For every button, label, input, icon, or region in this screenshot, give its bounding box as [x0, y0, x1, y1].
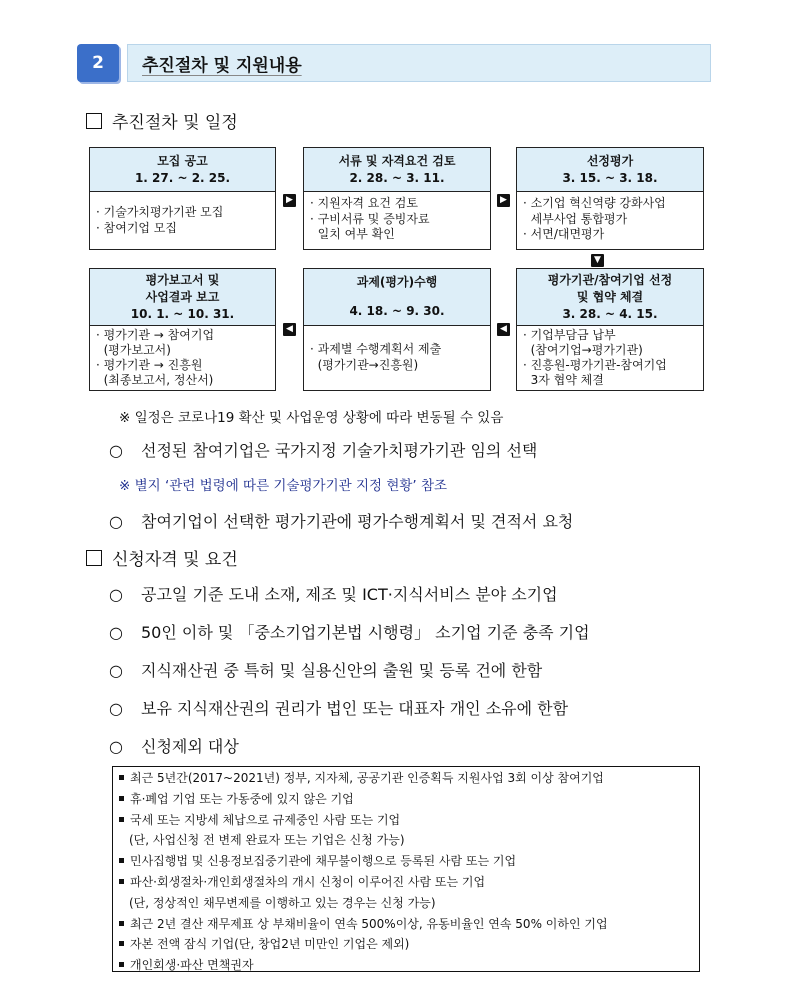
note-covid: ※ 일정은 코로나19 확산 및 사업운영 상황에 따라 변동될 수 있음 [119, 410, 504, 426]
eligibility-item: ○ 보유 지식재산권의 권리가 법인 또는 대표자 개인 소유에 한함 [109, 699, 569, 718]
square-bullet-icon [119, 962, 124, 967]
exclusion-item: 민사집행법 및 신용정보집중기관에 채무불이행으로 등록된 사람 또는 기업 [119, 851, 699, 872]
exclusion-item: 자본 전액 잠식 기업(단, 창업2년 미만인 기업은 제외) [119, 934, 699, 955]
eligibility-item: ○ 신청제외 대상 [109, 737, 239, 756]
flow-box-line: · 평가기관 → 참여기업 [96, 328, 215, 342]
flow-box-date: 1. 27. ~ 2. 25. [134, 170, 231, 185]
square-bullet-icon [119, 879, 124, 884]
square-bullet-icon [119, 817, 124, 822]
arrow-right-icon: ▶ [497, 194, 510, 207]
flow-box-line: · 진흥원-평가기관-참여기업 [523, 358, 667, 372]
exclusion-item: 개인회생·파산 면책권자 [119, 955, 699, 976]
section-number-badge: 2 [77, 44, 119, 82]
note-select: 선정된 참여기업은 국가지정 기술가치평가기관 임의 선택 [141, 441, 538, 460]
flow-box-line: · 평가기관 → 진흥원 [96, 358, 203, 372]
flow-box-date: 3. 15. ~ 3. 18. [562, 170, 658, 185]
flow-box-line: (평가기관→진흥원) [310, 357, 419, 372]
eligibility-item: ○ 50인 이하 및 「중소기업기본법 시행령」 소기업 기준 충족 기업 [109, 623, 590, 642]
flow-box-line: 일치 여부 확인 [310, 227, 395, 241]
circle-bullet-icon: ○ [109, 441, 123, 460]
flow-box-project-execution [303, 268, 491, 391]
flow-box-line: · 서면/대면평가 [523, 227, 605, 241]
flow-box-line: · 기업부담금 납부 [523, 328, 616, 342]
note-select-line [109, 438, 537, 461]
circle-bullet-icon: ○ [109, 661, 123, 680]
eligibility-item: ○ 공고일 기준 도내 소재, 제조 및 ICT·지식서비스 분야 소기업 [109, 585, 558, 604]
note-request-line [109, 509, 573, 532]
arrow-right-icon: ▶ [283, 194, 296, 207]
circle-bullet-icon: ○ [109, 737, 123, 756]
flow-box-line: (참여기업→평가기관) [523, 343, 643, 357]
exclusion-item: 최근 5년간(2017~2021년) 정부, 지자체, 공공기관 인증획득 지원사업 3회 이상 참여기업 [119, 768, 699, 789]
circle-bullet-icon: ○ [109, 699, 123, 718]
exclusion-item: 파산·회생절차·개인회생절차의 개시 신청이 이루어진 사람 또는 기업 [119, 872, 699, 893]
exclusion-sub-note: (단, 정상적인 채무변제를 이행하고 있는 경우는 신청 가능) [129, 895, 436, 910]
square-bullet-icon [119, 796, 124, 801]
arrow-down-icon: ▼ [591, 254, 604, 267]
flow-box-recruit [89, 147, 276, 250]
square-bullet-icon [119, 858, 124, 863]
flow-box-line: · 소기업 혁신역량 강화사업 [523, 196, 666, 210]
flow-box-date: 10. 1. ~ 10. 31. [130, 306, 235, 321]
circle-bullet-icon: ○ [109, 623, 123, 642]
flow-box-line: · 기술가치평가기관 모집 [96, 205, 224, 219]
flow-box-line: · 구비서류 및 증빙자료 [310, 211, 430, 226]
flow-box-date: 3. 28. ~ 4. 15. [562, 306, 658, 321]
checkbox-square-icon [86, 113, 102, 129]
exclusion-item: 최근 2년 결산 재무제표 상 부채비율이 연속 500%이상, 유동비율인 연속 50% 이하인 기업 [119, 914, 699, 935]
section-title-bar [127, 44, 711, 82]
square-bullet-icon [119, 921, 124, 926]
flow-box-title: 서류 및 자격요건 검토 [338, 153, 456, 168]
flow-box-document-review [303, 147, 491, 250]
flow-box-title: 과제(평가)수행 [356, 275, 438, 289]
arrow-left-icon: ◀ [283, 323, 296, 336]
schedule-heading: 추진절차 및 일정 [86, 108, 238, 133]
eligibility-item: ○ 지식재산권 중 특허 및 실용신안의 출원 및 등록 건에 한함 [109, 661, 543, 680]
flow-box-line: · 지원자격 요건 검토 [310, 196, 418, 210]
flow-box-title-2: 및 협약 체결 [576, 289, 644, 304]
exclusion-item: 국세 또는 지방세 체납으로 규제중인 사람 또는 기업 [119, 810, 699, 831]
eligibility-heading: 신청자격 및 요건 [86, 545, 238, 570]
flow-box-title: 평가보고서 및 [145, 272, 220, 287]
flow-box-line: 세부사업 통합평가 [523, 211, 628, 226]
flow-box-title: 평가기관/참여기업 선정 [547, 272, 673, 287]
note-refer: ※ 별지 ‘관련 법령에 따른 기술평가기관 지정 현황’ 참조 [119, 478, 448, 494]
exclusion-sub-note: (단, 사업신청 전 변제 완료자 또는 기업은 신청 가능) [129, 833, 405, 848]
exclusion-item: 휴·폐업 기업 또는 가동중에 있지 않은 기업 [119, 789, 699, 810]
flow-box-date: 4. 18. ~ 9. 30. [349, 304, 445, 318]
section-title: 추진절차 및 지원내용 [142, 55, 302, 76]
circle-bullet-icon: ○ [109, 512, 123, 531]
flow-box-title: 선정평가 [586, 153, 634, 168]
note-request: 참여기업이 선택한 평가기관에 평가수행계획서 및 견적서 요청 [141, 512, 574, 531]
square-bullet-icon [119, 941, 124, 946]
flow-box-title: 모집 공고 [157, 153, 208, 168]
square-bullet-icon [119, 775, 124, 780]
flow-box-agreement [516, 268, 704, 391]
flow-box-line: · 과제별 수행계획서 제출 [310, 342, 442, 356]
checkbox-square-icon [86, 550, 102, 566]
flow-box-line: (최종보고서, 정산서) [96, 373, 214, 387]
flow-box-final-report [89, 268, 276, 391]
flow-box-title-2: 사업결과 보고 [145, 289, 220, 304]
flow-box-selection-eval [516, 147, 704, 250]
flow-box-date: 2. 28. ~ 3. 11. [349, 170, 445, 185]
arrow-left-icon: ◀ [497, 323, 510, 336]
flow-box-line: (평가보고서) [96, 343, 171, 357]
exclusion-list-box [112, 766, 700, 972]
circle-bullet-icon: ○ [109, 585, 123, 604]
flow-box-line: · 참여기업 모집 [96, 220, 177, 235]
flow-box-line: 3자 협약 체결 [523, 373, 604, 387]
